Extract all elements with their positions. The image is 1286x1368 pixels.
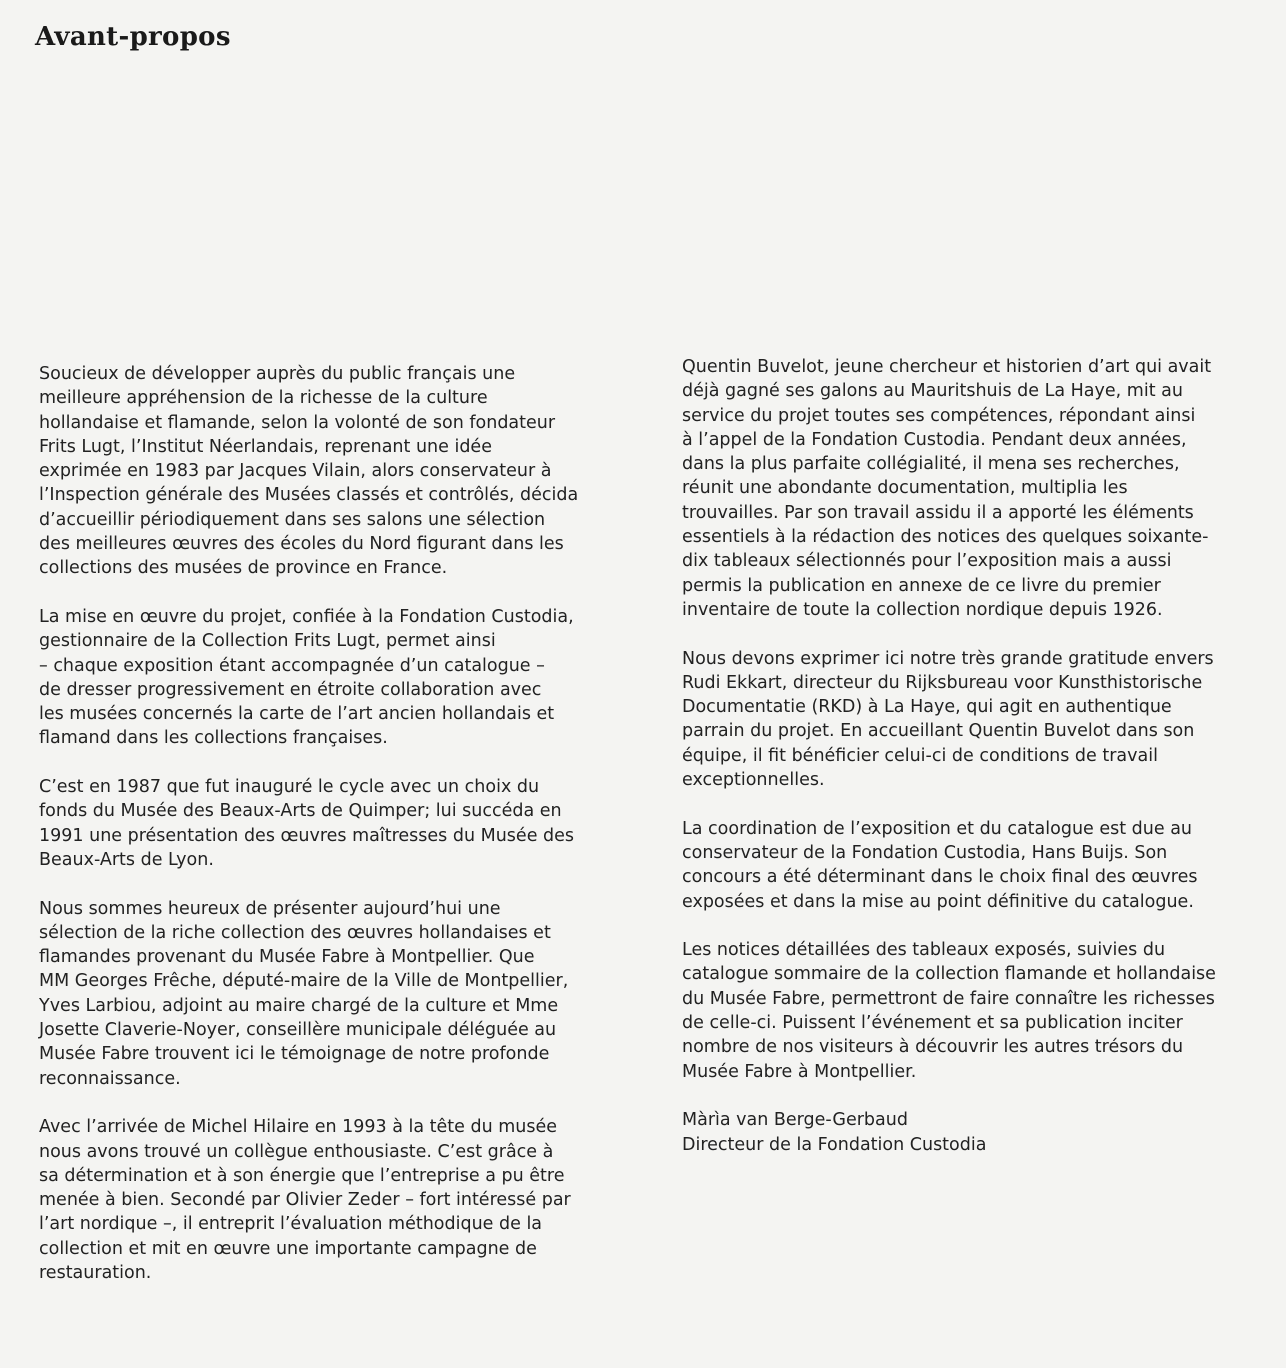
text-line: Soucieux de développer auprès du public français une [39, 364, 516, 384]
text-line: C’est en 1987 que fut inauguré le cycle avec un choix du [39, 777, 540, 798]
text-line: trouvailles. Par son travail assidu il a apporté les éléments [682, 502, 1194, 523]
paragraph [682, 938, 1272, 1084]
text-line: Documentatie (RKD) à La Haye, qui agit en authentique [682, 697, 1172, 718]
text-line: essentiels à la rédaction des notices des quelques soixante- [682, 527, 1209, 548]
text-line: flamand dans les collections françaises. [39, 728, 388, 749]
text-line: à l’appel de la Fondation Custodia. Pendant deux années, [682, 429, 1187, 450]
text-line: exceptionnelles. [682, 770, 825, 791]
text-line: Quentin Buvelot, jeune chercheur et historien d’art qui avait [682, 357, 1212, 377]
text-line: l’Inspection générale des Musées classés et contrôlés, décida [39, 485, 579, 506]
text-line: Rudi Ekkart, directeur du Rijksbureau voor Kunsthistorische [682, 672, 1203, 693]
text-line: réunit une abondante documentation, multiplia les [682, 478, 1128, 499]
text-line: collection et mit en œuvre une importante campagne de [39, 1238, 537, 1259]
text-line: fonds du Musée des Beaux-Arts de Quimper; lui succéda en [39, 801, 562, 822]
text-line: sélection de la riche collection des œuvres hollandaises et [39, 922, 551, 943]
paragraph [39, 775, 619, 872]
text-line: de dresser progressivement en étroite collaboration avec [39, 679, 542, 700]
signature [682, 1108, 1272, 1157]
text-line: nombre de nos visiteurs à découvrir les autres trésors du [682, 1037, 1184, 1058]
left-column [39, 362, 619, 1310]
text-line: Musée Fabre trouvent ici le témoignage de notre profonde [39, 1044, 550, 1065]
text-line: Les notices détaillées des tableaux exposés, suivies du [682, 940, 1166, 961]
text-line: des meilleures œuvres des écoles du Nord figurant dans les [39, 534, 564, 555]
text-line: parrain du projet. En accueillant Quentin Buvelot dans son [682, 721, 1195, 742]
text-line: de celle-ci. Puissent l’événement et sa publication inciter [682, 1013, 1183, 1034]
text-line: La coordination de l’exposition et du catalogue est due au [682, 818, 1193, 839]
text-line: – chaque exposition étant accompagnée d’un catalogue – [39, 655, 545, 676]
text-line: Nous devons exprimer ici notre très grande gratitude envers [682, 648, 1214, 669]
text-line: gestionnaire de la Collection Frits Lugt, permet ainsi [39, 631, 496, 652]
text-line: hollandaise et flamande, selon la volonté de son fondateur [39, 412, 556, 433]
text-line: Yves Larbiou, adjoint au maire chargé de la culture et Mme [39, 995, 559, 1016]
text-line: les musées concernés la carte de l’art ancien hollandais et [39, 704, 555, 725]
paragraph [39, 897, 619, 1091]
text-line: meilleure appréhension de la richesse de la culture [39, 388, 488, 409]
text-line: restauration. [39, 1262, 152, 1283]
signature-name: Màrìa van Berge-Gerbaud [682, 1110, 908, 1131]
text-line: d’accueillir périodiquement dans ses salons une sélection [39, 509, 546, 530]
text-line: collections des musées de province en France. [39, 558, 448, 579]
text-line: dix tableaux sélectionnés pour l’exposition mais a aussi [682, 551, 1172, 572]
signature-role: Directeur de la Fondation Custodia [682, 1134, 987, 1155]
right-column [682, 355, 1272, 1157]
page-title: Avant-propos [35, 22, 231, 52]
text-line: reconnaissance. [39, 1068, 181, 1089]
text-line: catalogue sommaire de la collection flamande et hollandaise [682, 964, 1216, 985]
text-line: du Musée Fabre, permettront de faire connaître les richesses [682, 988, 1215, 1009]
paragraph [39, 362, 619, 581]
text-line: Frits Lugt, l’Institut Néerlandais, reprenant une idée [39, 436, 492, 457]
paragraph [682, 355, 1272, 622]
text-line: inventaire de toute la collection nordique depuis 1926. [682, 599, 1163, 620]
text-line: nous avons trouvé un collègue enthousiaste. C’est grâce à [39, 1141, 554, 1162]
text-line: sa détermination et à son énergie que l’entreprise a pu être [39, 1165, 565, 1186]
text-line: 1991 une présentation des œuvres maîtresses du Musée des [39, 825, 575, 846]
text-line: permis la publication en annexe de ce livre du premier [682, 575, 1161, 596]
text-line: déjà gagné ses galons au Mauritshuis de La Haye, mit au [682, 381, 1183, 402]
text-line: flamandes provenant du Musée Fabre à Montpellier. Que [39, 947, 535, 968]
text-line: exposées et dans la mise au point définitive du catalogue. [682, 891, 1194, 912]
paragraph [682, 647, 1272, 793]
text-line: concours a été déterminant dans le choix final des œuvres [682, 867, 1198, 888]
text-line: service du projet toutes ses compétences, répondant ainsi [682, 405, 1196, 426]
text-line: Avec l’arrivée de Michel Hilaire en 1993 à la tête du musée [39, 1117, 558, 1138]
text-line: menée à bien. Secondé par Olivier Zeder – fort intéressé par [39, 1190, 571, 1211]
text-line: Josette Claverie-Noyer, conseillère municipale déléguée au [39, 1020, 557, 1041]
text-line: Musée Fabre à Montpellier. [682, 1061, 917, 1082]
text-line: exprimée en 1983 par Jacques Vilain, alors conservateur à [39, 461, 552, 482]
text-line: l’art nordique –, il entreprit l’évaluation méthodique de la [39, 1214, 543, 1235]
text-line: La mise en œuvre du projet, confiée à la Fondation Custodia, [39, 606, 574, 627]
text-line: conservateur de la Fondation Custodia, Hans Buijs. Son [682, 842, 1168, 863]
paragraph [682, 817, 1272, 914]
text-line: Nous sommes heureux de présenter aujourd’hui une [39, 898, 501, 919]
text-line: dans la plus parfaite collégialité, il mena ses recherches, [682, 454, 1180, 475]
text-line: MM Georges Frêche, député-maire de la Ville de Montpellier, [39, 971, 569, 992]
paragraph [39, 605, 619, 751]
paragraph [39, 1115, 619, 1285]
text-line: équipe, il fit bénéficier celui-ci de conditions de travail [682, 745, 1158, 766]
text-line: Beaux-Arts de Lyon. [39, 849, 214, 870]
